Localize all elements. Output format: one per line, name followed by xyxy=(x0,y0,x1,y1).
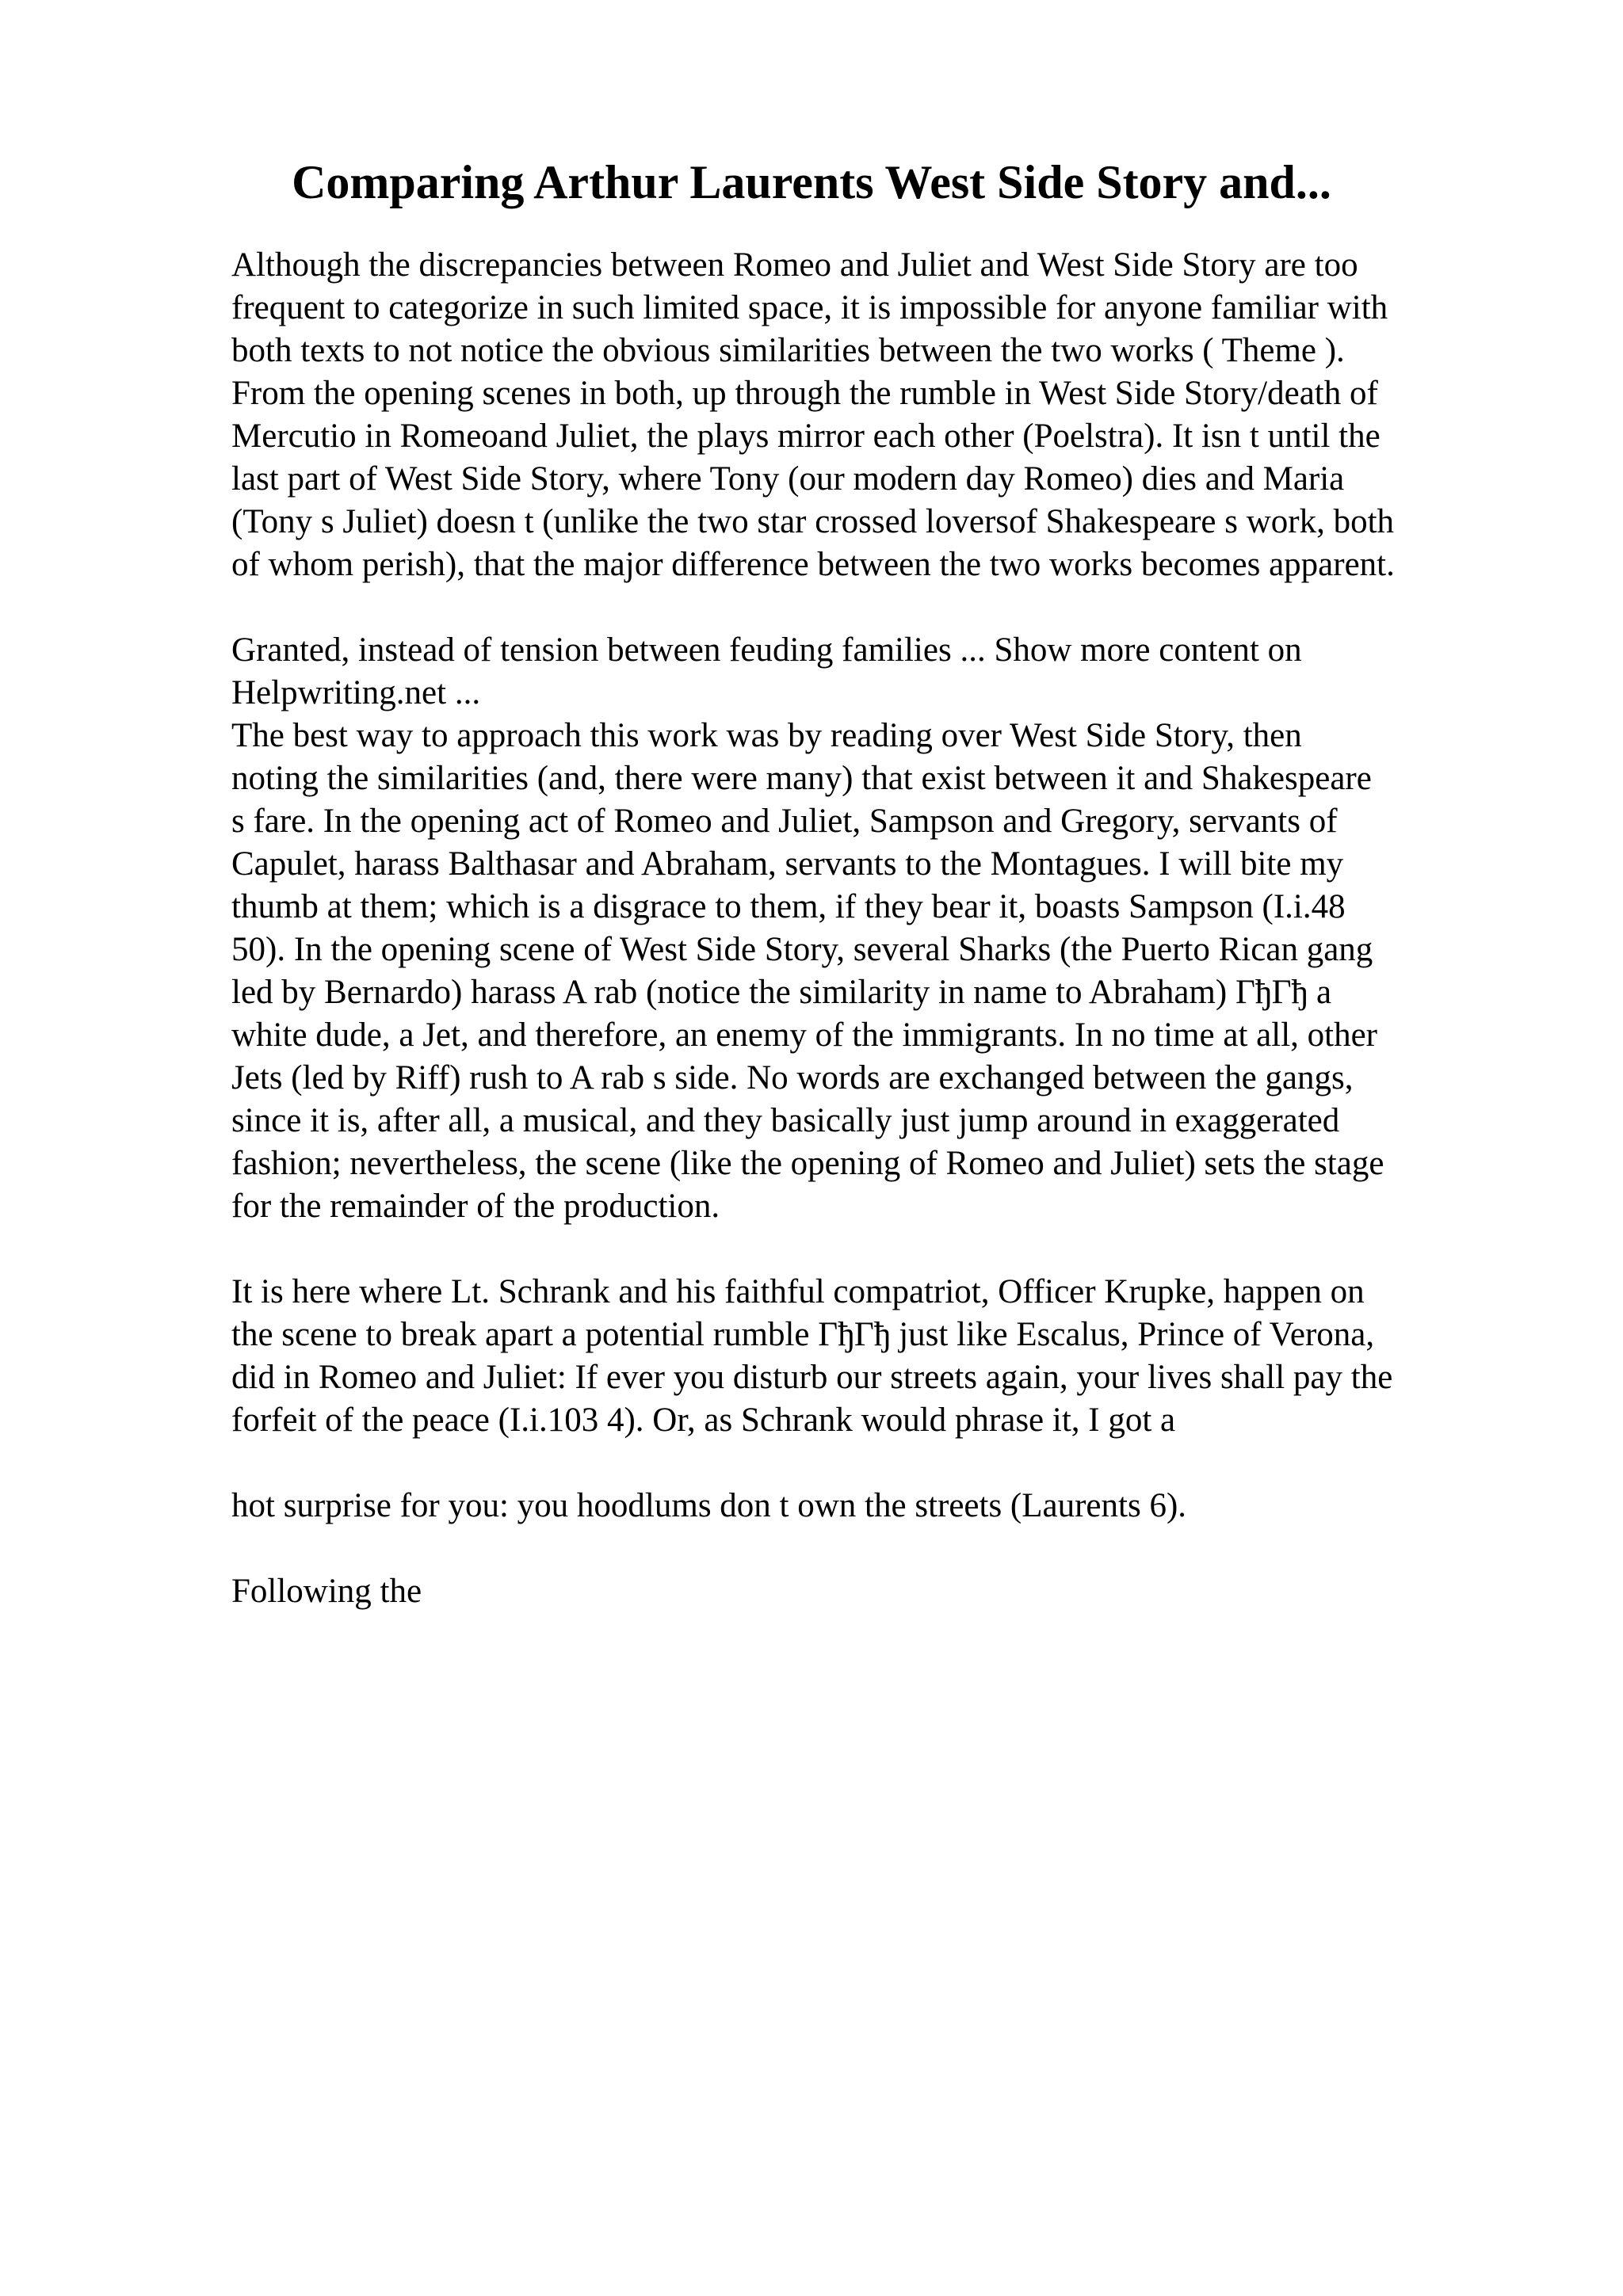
text-line: led by Bernardo) harass A rab (notice the similarity in name to Abraham) ГђГђ a xyxy=(231,974,1332,1011)
text-line: s fare. In the opening act of Romeo and Juliet, Sampson and Gregory, servants of xyxy=(231,803,1338,840)
text-line: white dude, a Jet, and therefore, an enemy of the immigrants. In no time at all, other xyxy=(231,1016,1378,1054)
text-line: Although the discrepancies between Romeo and Juliet and West Side Story are too xyxy=(231,246,1358,284)
paragraph-gap xyxy=(231,586,1531,629)
text-line: The best way to approach this work was by reading over West Side Story, then xyxy=(231,717,1302,754)
text-line: Capulet, harass Balthasar and Abraham, servants to the Montagues. I will bite my xyxy=(231,845,1344,883)
text-line: Granted, instead of tension between feuding families ... Show more content on xyxy=(231,631,1302,669)
document-body xyxy=(231,244,1531,1613)
text-line: Jets (led by Riff) rush to A rab s side. No words are exchanged between the gangs, xyxy=(231,1059,1354,1097)
text-line: From the opening scenes in both, up through the rumble in West Side Story/death of xyxy=(231,375,1378,412)
text-line: thumb at them; which is a disgrace to them, if they bear it, boasts Sampson (I.i.48 xyxy=(231,888,1346,925)
text-line: fashion; nevertheless, the scene (like the opening of Romeo and Juliet) sets the stage xyxy=(231,1145,1384,1182)
text-line: of whom perish), that the major difference between the two works becomes apparent. xyxy=(231,546,1395,583)
paragraph-3 xyxy=(231,715,1531,1228)
text-line: frequent to categorize in such limited space, it is impossible for anyone familiar with xyxy=(231,289,1388,326)
text-line: the scene to break apart a potential rumble ГђГђ just like Escalus, Prince of Verona, xyxy=(231,1316,1375,1353)
text-line: 50). In the opening scene of West Side Story, several Sharks (the Puerto Rican gang xyxy=(231,931,1373,968)
text-line: did in Romeo and Juliet: If ever you disturb our streets again, your lives shall pay the xyxy=(231,1359,1393,1396)
paragraph-gap xyxy=(231,1442,1531,1485)
text-line: noting the similarities (and, there were many) that exist between it and Shakespeare xyxy=(231,760,1372,797)
text-line: (Tony s Juliet) doesn t (unlike the two star crossed loversof Shakespeare s work, both xyxy=(231,503,1395,540)
paragraph-2 xyxy=(231,629,1531,715)
document-title: Comparing Arthur Laurents West Side Story and... xyxy=(292,156,1331,208)
paragraph-6 xyxy=(231,1570,1531,1613)
paragraph-1 xyxy=(231,244,1531,586)
paragraph-5 xyxy=(231,1485,1531,1527)
text-line: Mercutio in Romeoand Juliet, the plays mirror each other (Poelstra). It isn t until the xyxy=(231,418,1381,455)
text-line: last part of West Side Story, where Tony (our modern day Romeo) dies and Maria xyxy=(231,460,1345,498)
text-line: both texts to not notice the obvious similarities between the two works ( Theme ). xyxy=(231,332,1345,369)
paragraph-gap xyxy=(231,1527,1531,1570)
text-line: hot surprise for you: you hoodlums don t own the streets (Laurents 6). xyxy=(231,1487,1187,1524)
text-line: It is here where Lt. Schrank and his faithful compatriot, Officer Krupke, happen on xyxy=(231,1273,1365,1310)
paragraph-4 xyxy=(231,1271,1531,1442)
text-line: Following the xyxy=(231,1573,422,1610)
text-line: for the remainder of the production. xyxy=(231,1188,720,1225)
text-line: forfeit of the peace (I.i.103 4). Or, as Schrank would phrase it, I got a xyxy=(231,1402,1176,1439)
paragraph-gap xyxy=(231,1228,1531,1271)
text-line: Helpwriting.net ... xyxy=(231,674,481,711)
text-line: since it is, after all, a musical, and they basically just jump around in exaggerated xyxy=(231,1102,1340,1139)
